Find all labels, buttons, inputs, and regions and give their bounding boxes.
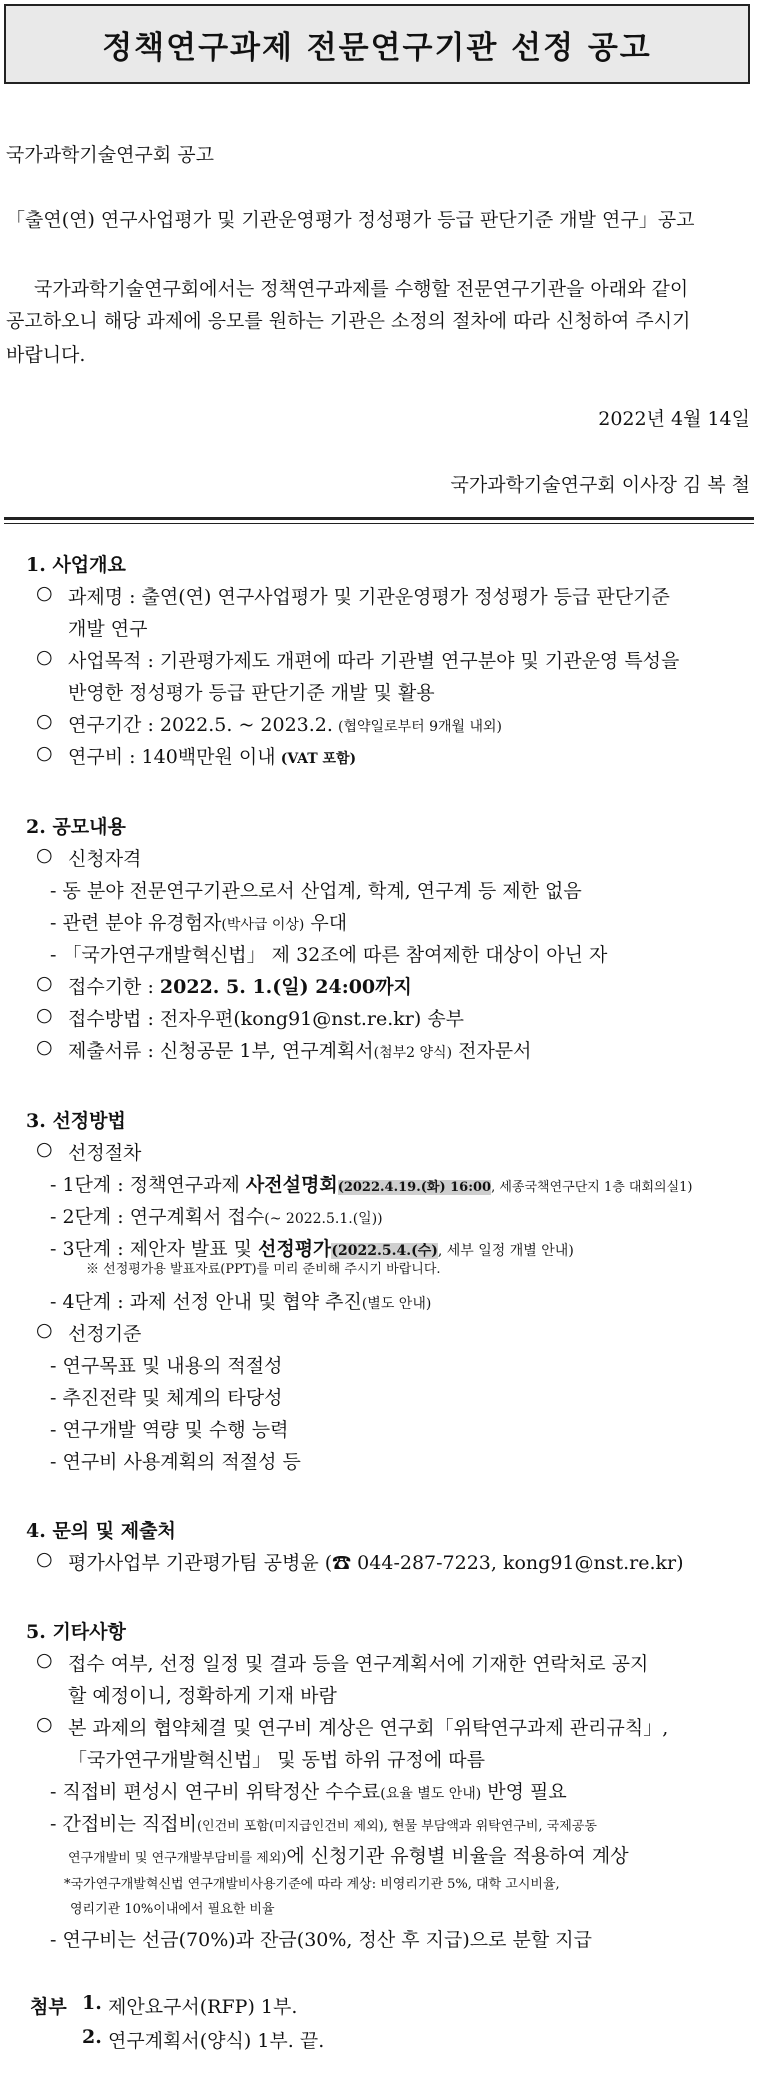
step-text: - 1단계 : 정책연구과제: [50, 1174, 246, 1196]
step-text: - 2단계 : 연구계획서 접수: [50, 1206, 265, 1228]
attachment-number: 1.: [82, 1992, 102, 2014]
project-purpose: 사업목적 : 기관평가제도 개편에 따라 기관별 연구분야 및 기관운영 특성을: [68, 650, 680, 672]
title-box: [4, 4, 750, 84]
procedure-step-3: [50, 1234, 574, 1261]
section-heading: 2. 공모내용: [26, 816, 126, 838]
sub-item-note: (요율 별도 안내): [380, 1786, 482, 1802]
research-period-note: (협약일로부터 9개월 내외): [338, 719, 503, 735]
announcement-date: 2022년 4월 14일: [598, 408, 750, 430]
qualification-text: - 관련 분야 유경험자: [50, 912, 222, 934]
attachment-item: 제안요구서(RFP) 1부.: [108, 1996, 298, 2018]
notice-item-cont: 「국가연구개발혁신법」 및 동법 하위 규정에 따름: [68, 1749, 485, 1771]
criteria-item: - 추진전략 및 체계의 타당성: [50, 1387, 283, 1409]
criteria-item: - 연구목표 및 내용의 적절성: [50, 1355, 283, 1377]
notice-sub-item: [50, 1809, 597, 1836]
notice-sub-item: - 연구비는 선금(70%)과 잔금(30%, 정산 후 지급)으로 분할 지급: [50, 1929, 592, 1951]
qualification-note: (박사급 이상): [221, 917, 305, 933]
step-highlight: 사전설명회: [245, 1174, 338, 1196]
sub-item-text: 에 신청기관 유형별 비율을 적용하여 계상: [286, 1845, 629, 1867]
step-text: - 4단계 : 과제 선정 안내 및 협약 추진: [50, 1291, 362, 1313]
bullet: ○: [36, 1649, 53, 1671]
sub-item-text: - 간접비는 직접비: [50, 1813, 197, 1835]
research-period-line: [68, 710, 502, 737]
contact-info: 평가사업부 기관평가팀 공병윤 (☎ 044-287-7223, kong91@nst.re.kr): [68, 1552, 684, 1574]
step-note: , 세종국책연구단지 1층 대회의실1): [491, 1180, 693, 1195]
deadline-line: [68, 972, 412, 999]
deadline-value: 2022. 5. 1.(일) 24:00까지: [159, 976, 412, 998]
qualification-item: [50, 908, 347, 935]
section-heading: 1. 사업개요: [26, 554, 126, 576]
attachment-label: 첨부: [30, 1996, 67, 2018]
qualification-label: 신청자격: [68, 848, 142, 870]
qualification-item: - 동 분야 전문연구기관으로서 산업계, 학계, 연구계 등 제한 없음: [50, 880, 582, 902]
deadline-label: 접수기한 :: [68, 976, 160, 998]
bullet: ○: [36, 1713, 53, 1735]
bullet: ○: [36, 646, 53, 668]
divider: [4, 517, 754, 520]
bullet: ○: [36, 1138, 53, 1160]
procedure-step-1: [50, 1170, 693, 1197]
project-name-cont: 개발 연구: [68, 618, 148, 640]
notice-item: 본 과제의 협약체결 및 연구비 계상은 연구회「위탁연구과제 관리규칙」,: [68, 1717, 669, 1739]
step-date: (2022.4.19.(화) 16:00: [337, 1180, 492, 1195]
bullet: ○: [36, 844, 53, 866]
notice-item-cont: 할 예정이니, 정확하게 기재 바람: [68, 1685, 337, 1707]
notice-item: 접수 여부, 선정 일정 및 결과 등을 연구계획서에 기재한 연락처로 공지: [68, 1653, 649, 1675]
org-line: 국가과학기술연구회 공고: [6, 144, 214, 166]
criteria-label: 선정기준: [68, 1323, 142, 1345]
budget-line: [68, 742, 356, 769]
research-period: 연구기간 : 2022.5. ~ 2023.2.: [68, 714, 333, 736]
qualification-item: - 「국가연구개발혁신법」 제 32조에 따른 참여제한 대상이 아닌 자: [50, 944, 608, 966]
qualification-text: 우대: [304, 912, 348, 934]
bullet: ○: [36, 582, 53, 604]
step-date: (2022.5.4.(수): [331, 1243, 438, 1259]
footnote: *국가연구개발혁신법 연구개발비사용기준에 따라 계상: 비영리기관 5%, 대학 고시비율,: [64, 1877, 560, 1892]
section-heading: 3. 선정방법: [26, 1110, 126, 1132]
submission-method: 접수방법 : 전자우편(kong91@nst.re.kr) 송부: [68, 1008, 465, 1030]
step-text: - 3단계 : 제안자 발표 및: [50, 1238, 258, 1260]
sub-item-text: - 직접비 편성시 연구비 위탁정산 수수료: [50, 1781, 381, 1803]
step-3-note: ※ 선정평가용 발표자료(PPT)를 미리 준비해 주시기 바랍니다.: [86, 1262, 441, 1277]
criteria-item: - 연구비 사용계획의 적절성 등: [50, 1451, 301, 1473]
divider: [4, 523, 754, 524]
sub-item-note: (인건비 포함(미지급인건비 제외), 현물 부담액과 위탁연구비, 국제공동: [196, 1819, 597, 1834]
page-title: 정책연구과제 전문연구기관 선정 공고: [102, 29, 652, 66]
section-heading: 4. 문의 및 제출처: [26, 1520, 176, 1542]
intro-line: 공고하오니 해당 과제에 응모를 원하는 기관은 소정의 절차에 따라 신청하여 주시기: [6, 310, 691, 332]
submission-docs-text: 전자문서: [452, 1040, 532, 1062]
section-heading: 5. 기타사항: [26, 1621, 126, 1643]
submission-docs-note: (첨부2 양식): [373, 1045, 453, 1061]
project-name: 과제명 : 출연(연) 연구사업평가 및 기관운영평가 정성평가 등급 판단기준: [68, 586, 670, 608]
bullet: ○: [36, 742, 53, 764]
bullet: ○: [36, 1548, 53, 1570]
bullet: ○: [36, 1004, 53, 1026]
intro-line: 국가과학기술연구회에서는 정책연구과제를 수행할 전문연구기관을 아래와 같이: [34, 278, 689, 300]
procedure-label: 선정절차: [68, 1142, 142, 1164]
step-note: (~ 2022.5.1.(일)): [264, 1211, 383, 1227]
budget-note: (VAT 포함): [280, 751, 357, 767]
procedure-step-2: [50, 1202, 383, 1229]
attachment-item: 연구계획서(양식) 1부. 끝.: [108, 2030, 325, 2052]
attachment-number: 2.: [82, 2026, 102, 2048]
notice-sub-item-cont: [68, 1841, 629, 1868]
step-highlight: 선정평가: [257, 1238, 332, 1260]
bullet: ○: [36, 1036, 53, 1058]
bullet: ○: [36, 1319, 53, 1341]
procedure-step-4: [50, 1287, 431, 1314]
budget: 연구비 : 140백만원 이내: [68, 746, 276, 768]
sub-item-note: 연구개발비 및 연구개발부담비를 제외): [68, 1851, 287, 1866]
sub-item-text: 반영 필요: [481, 1781, 567, 1803]
bullet: ○: [36, 710, 53, 732]
submission-docs: [68, 1036, 532, 1063]
bullet: ○: [36, 972, 53, 994]
subject-line: 「출연(연) 연구사업평가 및 기관운영평가 정성평가 등급 판단기준 개발 연구」공고: [6, 209, 695, 231]
project-purpose-cont: 반영한 정성평가 등급 판단기준 개발 및 활용: [68, 682, 435, 704]
submission-docs-text: 제출서류 : 신청공문 1부, 연구계획서: [68, 1040, 374, 1062]
step-note: , 세부 일정 개별 안내): [437, 1243, 574, 1259]
signer: 국가과학기술연구회 이사장 김 복 철: [450, 474, 750, 496]
intro-line: 바랍니다.: [6, 344, 86, 366]
criteria-item: - 연구개발 역량 및 수행 능력: [50, 1419, 289, 1441]
footnote: 영리기관 10%이내에서 필요한 비율: [70, 1902, 275, 1917]
notice-sub-item: [50, 1777, 567, 1804]
step-note: (별도 안내): [361, 1296, 432, 1312]
